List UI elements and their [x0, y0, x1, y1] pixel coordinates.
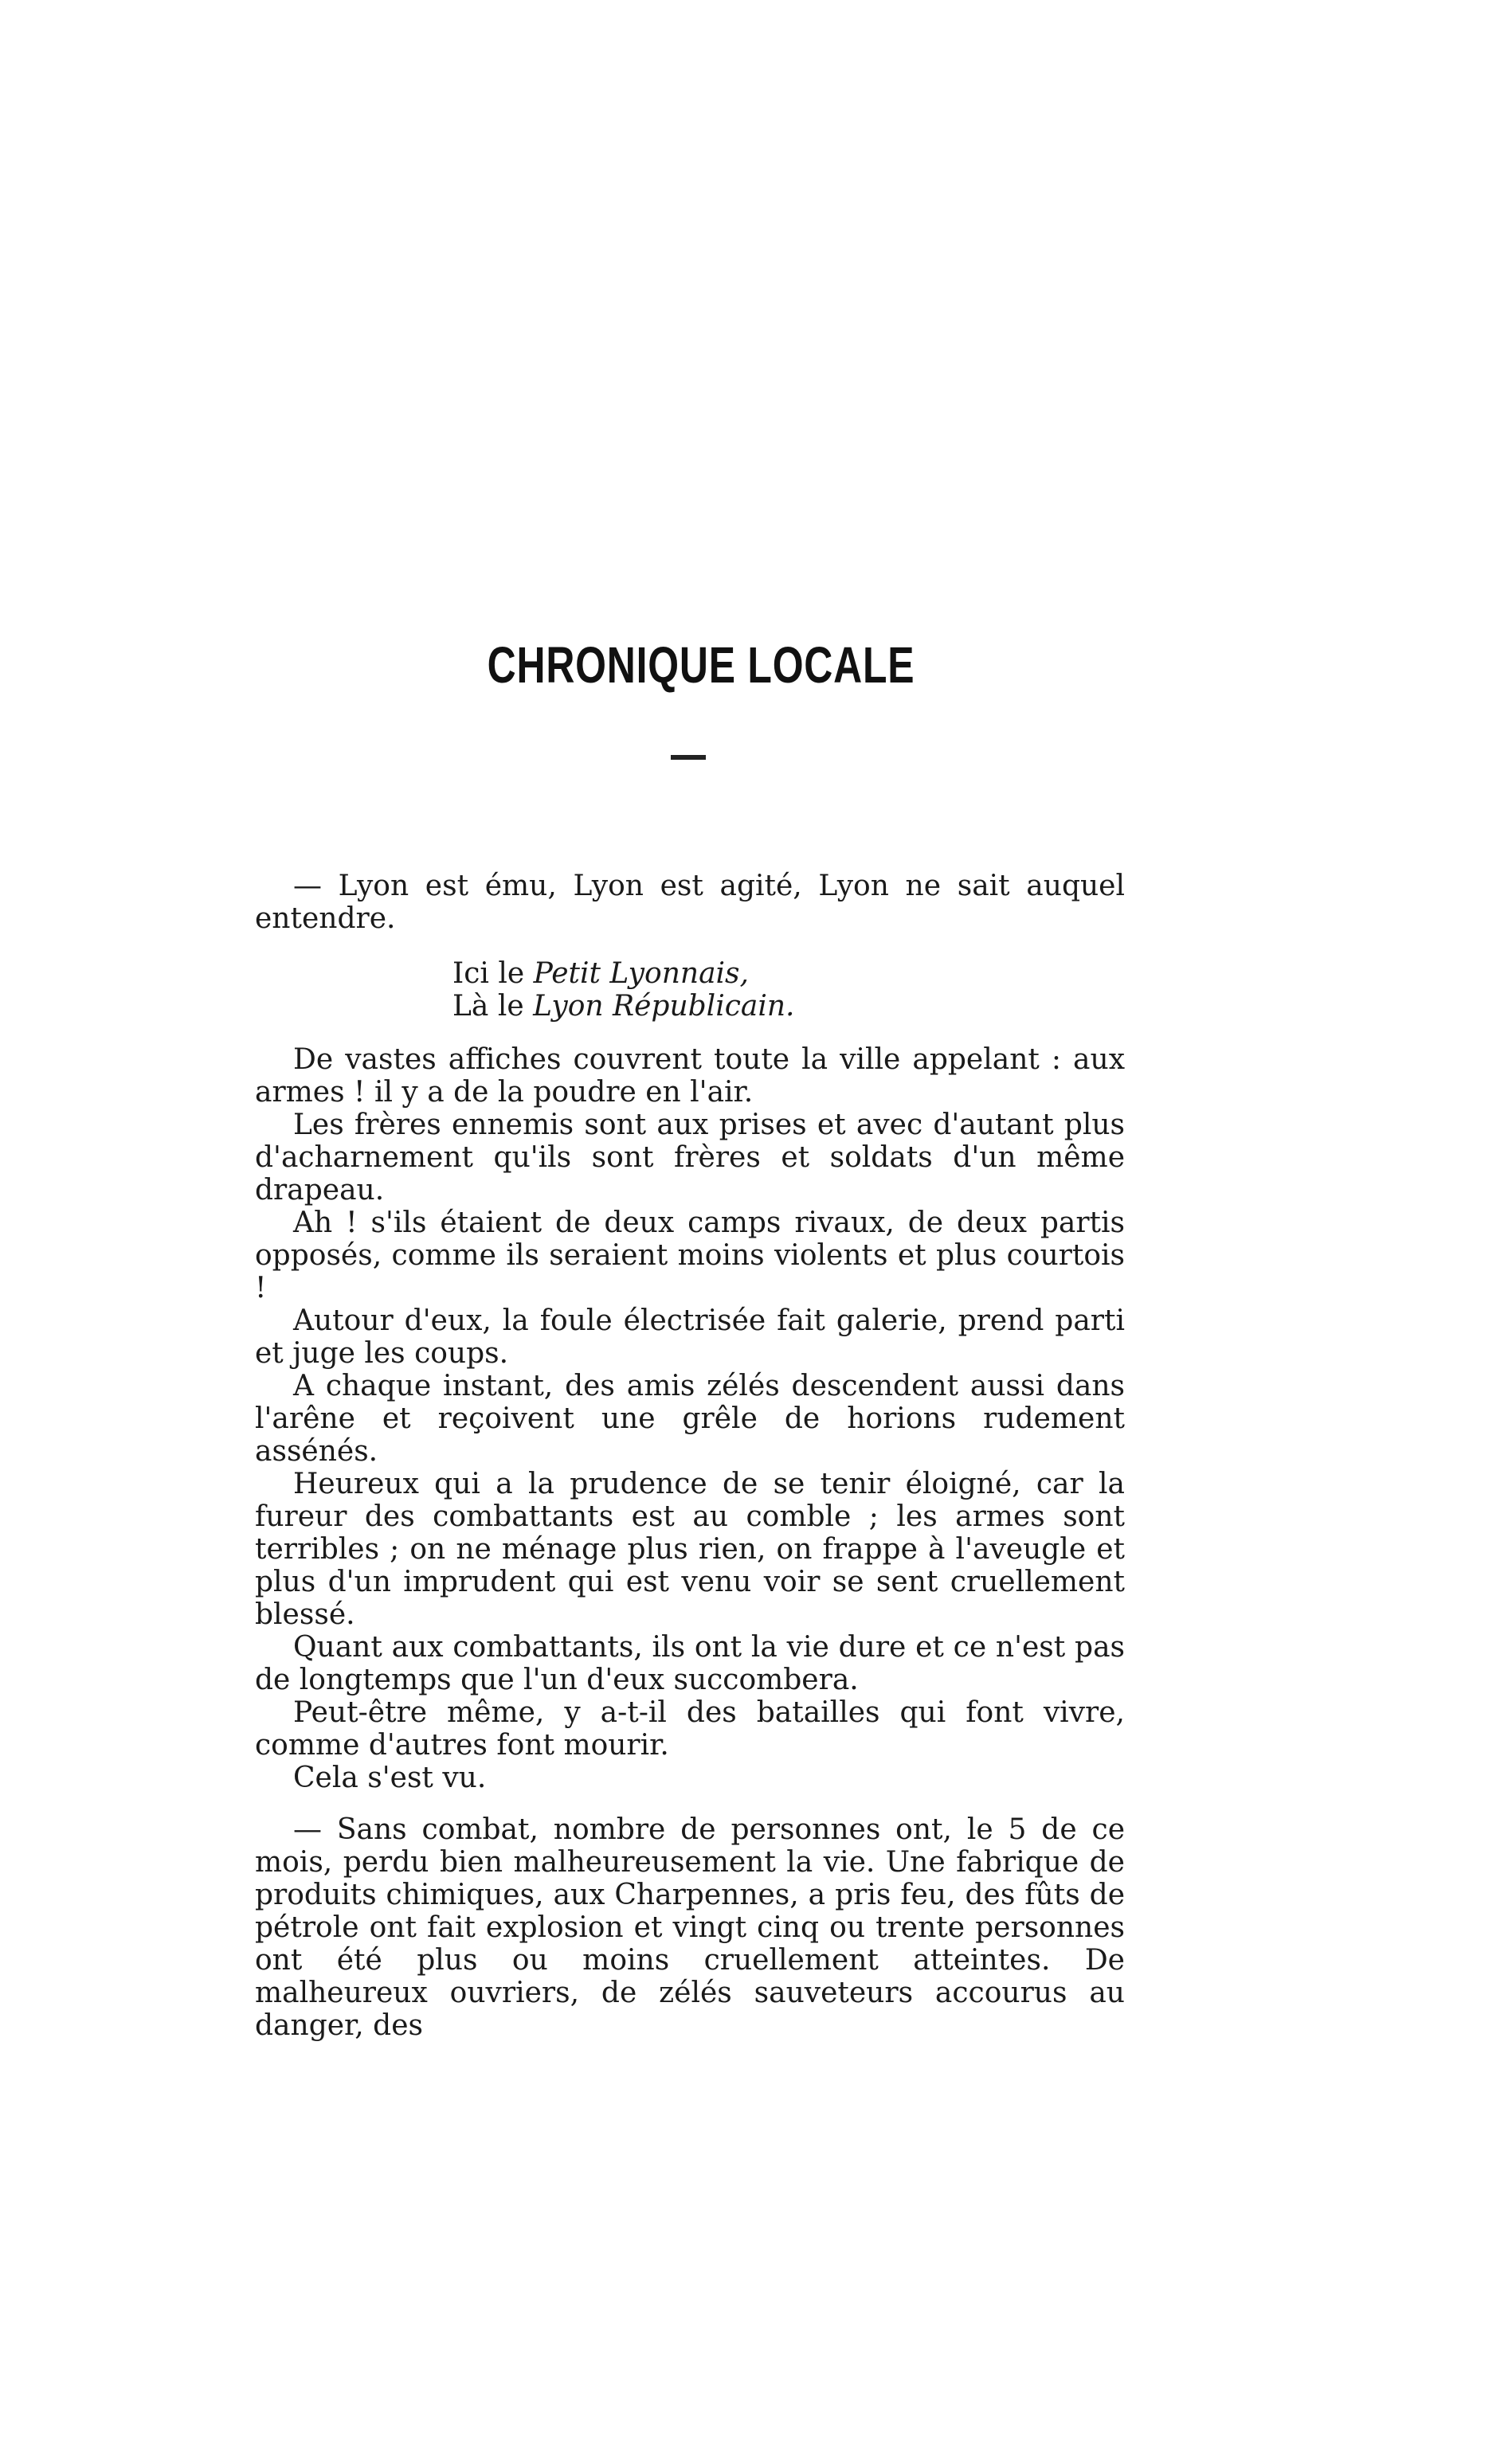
paragraph: Quant aux combattants, ils ont la vie dure et ce n'est pas de longtemps que l'un d'eux succombera.: [255, 1631, 1125, 1696]
newspaper-name: Petit Lyonnais,: [533, 957, 749, 990]
paragraph: Heureux qui a la prudence de se tenir éloigné, car la fureur des combattants est au comble ; les armes sont terribles ; on ne ménage plus rien, on frappe à l'aveugle et plus d'un imprudent qui est venu voir se sent cruellement blessé.: [255, 1468, 1125, 1631]
page-title: CHRONIQUE LOCALE: [487, 636, 915, 694]
paragraph: Peut-être même, y a-t-il des batailles qui font vivre, comme d'autres font mourir.: [255, 1696, 1125, 1762]
verse-line: [452, 957, 1125, 990]
verse-prefix: Ici le: [452, 957, 534, 990]
paragraph: De vastes affiches couvrent toute la ville appelant : aux armes ! il y a de la poudre en l'air.: [255, 1043, 1125, 1109]
verse-line: [452, 990, 1125, 1023]
final-paragraph: — Sans combat, nombre de personnes ont, le 5 de ce mois, perdu bien malheureusement la vie. Une fabrique de produits chimiques, aux Charpennes, a pris feu, des fûts de pétrole ont fait explosion et vingt cinq ou trente personnes ont été plus ou moins cruellement atteintes. De malheureux ouvriers, de zélés sauveteurs accourus au danger, des: [255, 1813, 1125, 2042]
intro-paragraph: — Lyon est ému, Lyon est agité, Lyon ne sait auquel entendre.: [255, 870, 1125, 935]
paragraph: Cela s'est vu.: [293, 1762, 487, 1794]
verse-prefix: Là le: [452, 990, 534, 1023]
paragraph: A chaque instant, des amis zélés descendent aussi dans l'arêne et reçoivent une grêle de horions rudement assénés.: [255, 1370, 1125, 1468]
paragraph: Les frères ennemis sont aux prises et avec d'autant plus d'acharnement qu'ils sont frères et soldats d'un même drapeau.: [255, 1109, 1125, 1207]
paragraph: Ah ! s'ils étaient de deux camps rivaux, de deux partis opposés, comme ils seraient moins violents et plus courtois !: [255, 1207, 1125, 1304]
verse-block: [452, 957, 1125, 1023]
newspaper-name: Lyon Républicain.: [533, 990, 795, 1023]
article-body: [255, 870, 1125, 2042]
title-rule: [671, 755, 706, 760]
paragraph: Autour d'eux, la foule électrisée fait galerie, prend parti et juge les coups.: [255, 1304, 1125, 1370]
